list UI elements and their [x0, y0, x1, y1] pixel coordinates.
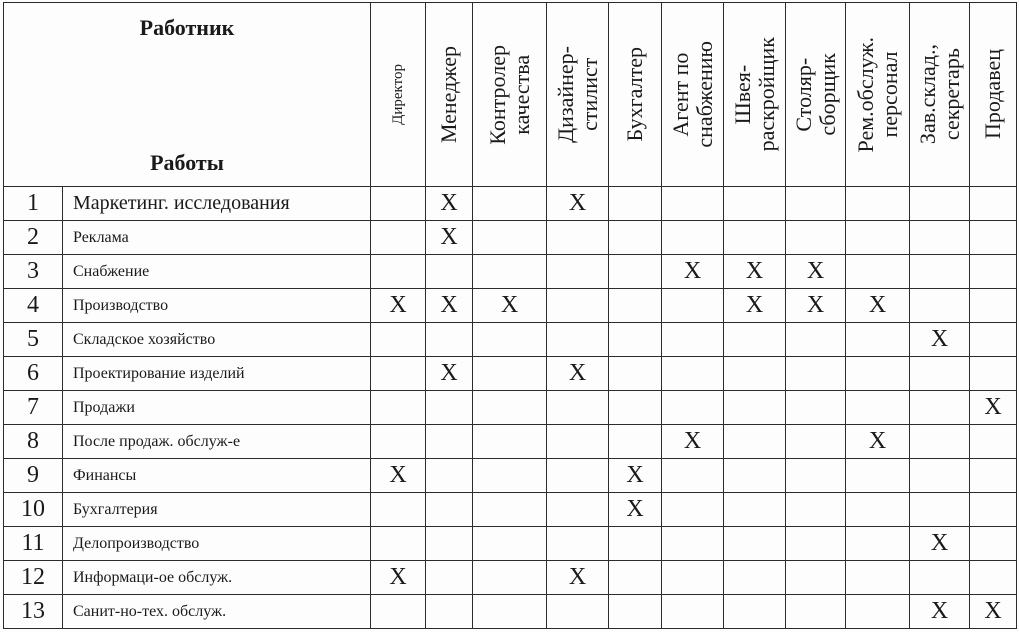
matrix-cell-warehouse: [910, 255, 970, 289]
row-number: 1: [4, 187, 63, 221]
column-header-director: [371, 3, 426, 187]
matrix-cell-qc: [473, 493, 547, 527]
matrix-cell-designer: [547, 357, 609, 391]
row-number: 9: [4, 459, 63, 493]
work-name: Продажи: [63, 391, 371, 425]
matrix-cell-designer: [547, 527, 609, 561]
matrix-cell-warehouse: [910, 221, 970, 255]
row-number: 12: [4, 561, 63, 595]
matrix-cell-warehouse: [910, 187, 970, 221]
column-header-label: Агент по: [667, 52, 693, 137]
work-name: Маркетинг. исследования: [63, 187, 371, 221]
matrix-cell-qc: [473, 391, 547, 425]
matrix-cell-carpenter: [786, 561, 846, 595]
row-number: 3: [4, 255, 63, 289]
assignment-mark: X: [389, 564, 407, 590]
matrix-cell-qc: [473, 255, 547, 289]
table-row: [4, 357, 1017, 391]
column-header-label: качества: [508, 54, 534, 135]
matrix-cell-qc: [473, 527, 547, 561]
matrix-cell-designer: [547, 221, 609, 255]
assignment-mark: X: [745, 292, 764, 318]
matrix-cell-director: [371, 187, 426, 221]
matrix-cell-accountant: [609, 459, 662, 493]
matrix-cell-manager: [426, 561, 473, 595]
table-row: [4, 527, 1017, 561]
matrix-cell-seamstress: [724, 221, 786, 255]
matrix-cell-repair: [846, 459, 910, 493]
row-number: 13: [4, 595, 63, 629]
assignment-mark: X: [389, 462, 407, 488]
table-row: [4, 493, 1017, 527]
matrix-cell-seller: [970, 255, 1017, 289]
matrix-cell-qc: [473, 459, 547, 493]
matrix-cell-carpenter: [786, 595, 846, 629]
matrix-cell-accountant: [609, 391, 662, 425]
header-corner-cell: [4, 3, 371, 187]
matrix-cell-supply-agent: [662, 323, 724, 357]
column-header-warehouse: [910, 3, 970, 187]
matrix-cell-designer: [547, 561, 609, 595]
row-number: 11: [4, 527, 63, 561]
matrix-cell-warehouse: [910, 493, 970, 527]
matrix-cell-repair: [846, 493, 910, 527]
matrix-cell-accountant: [609, 289, 662, 323]
work-name: Снабжение: [63, 255, 371, 289]
matrix-cell-seller: [970, 323, 1017, 357]
assignment-mark: X: [568, 360, 587, 386]
matrix-cell-manager: [426, 391, 473, 425]
column-header-label: Бухгалтер: [622, 47, 647, 142]
matrix-cell-repair: [846, 187, 910, 221]
matrix-cell-warehouse: [910, 357, 970, 391]
matrix-cell-carpenter: [786, 187, 846, 221]
matrix-cell-seamstress: [724, 187, 786, 221]
matrix-cell-warehouse: [910, 527, 970, 561]
row-number: 7: [4, 391, 63, 425]
assignment-mark: X: [868, 428, 887, 454]
assignment-mark: X: [683, 258, 702, 284]
matrix-cell-accountant: [609, 527, 662, 561]
matrix-cell-supply-agent: [662, 357, 724, 391]
assignment-mark: X: [568, 564, 587, 590]
column-header-label: Менеджер: [436, 45, 461, 144]
matrix-cell-seller: [970, 357, 1017, 391]
works-header: Работы: [150, 150, 224, 175]
work-name: Проектирование изделий: [63, 357, 371, 391]
row-number: 5: [4, 323, 63, 357]
column-header-label: Столяр-: [790, 57, 816, 132]
matrix-cell-carpenter: [786, 357, 846, 391]
matrix-cell-director: [371, 595, 426, 629]
matrix-cell-designer: [547, 289, 609, 323]
column-header-label: снабжению: [691, 41, 717, 148]
work-name: После продаж. обслуж-е: [63, 425, 371, 459]
responsibility-matrix-table: [3, 2, 1017, 629]
matrix-cell-repair: [846, 221, 910, 255]
column-header-label: Зав.склад.,: [914, 44, 940, 145]
matrix-cell-seamstress: [724, 425, 786, 459]
matrix-cell-supply-agent: [662, 221, 724, 255]
matrix-cell-qc: [473, 323, 547, 357]
table-row: [4, 187, 1017, 221]
matrix-cell-supply-agent: [662, 425, 724, 459]
column-header-label: Продавец: [980, 49, 1005, 140]
matrix-cell-warehouse: [910, 595, 970, 629]
matrix-cell-accountant: [609, 187, 662, 221]
matrix-cell-manager: [426, 595, 473, 629]
matrix-cell-carpenter: [786, 289, 846, 323]
matrix-cell-seller: [970, 561, 1017, 595]
work-name: Производство: [63, 289, 371, 323]
matrix-cell-manager: [426, 255, 473, 289]
work-name: Финансы: [63, 459, 371, 493]
matrix-cell-seller: [970, 221, 1017, 255]
matrix-cell-designer: [547, 255, 609, 289]
assignment-mark: X: [626, 496, 644, 522]
matrix-cell-manager: [426, 493, 473, 527]
column-header-label: Директор: [390, 64, 406, 125]
matrix-cell-warehouse: [910, 391, 970, 425]
matrix-cell-designer: [547, 595, 609, 629]
work-name: Делопроизводство: [63, 527, 371, 561]
table-row: [4, 255, 1017, 289]
work-name: Реклама: [63, 221, 371, 255]
table-row: [4, 221, 1017, 255]
assignment-mark: X: [745, 258, 764, 284]
column-header-label: раскройщик: [753, 37, 779, 152]
matrix-cell-seller: [970, 493, 1017, 527]
assignment-mark: X: [440, 360, 458, 386]
assignment-mark: X: [683, 428, 702, 454]
matrix-cell-accountant: [609, 561, 662, 595]
matrix-cell-accountant: [609, 493, 662, 527]
matrix-cell-qc: [473, 221, 547, 255]
assignment-mark: X: [626, 462, 644, 488]
matrix-cell-accountant: [609, 255, 662, 289]
matrix-cell-designer: [547, 425, 609, 459]
matrix-cell-warehouse: [910, 459, 970, 493]
matrix-cell-manager: [426, 187, 473, 221]
matrix-cell-supply-agent: [662, 391, 724, 425]
matrix-cell-director: [371, 255, 426, 289]
matrix-cell-repair: [846, 527, 910, 561]
matrix-cell-director: [371, 289, 426, 323]
matrix-cell-director: [371, 527, 426, 561]
matrix-cell-designer: [547, 323, 609, 357]
matrix-cell-repair: [846, 255, 910, 289]
matrix-cell-qc: [473, 187, 547, 221]
matrix-cell-supply-agent: [662, 493, 724, 527]
matrix-cell-accountant: [609, 323, 662, 357]
header-row: [4, 3, 1017, 187]
matrix-cell-repair: [846, 595, 910, 629]
matrix-cell-seller: [970, 391, 1017, 425]
matrix-cell-qc: [473, 357, 547, 391]
matrix-cell-designer: [547, 187, 609, 221]
matrix-cell-repair: [846, 357, 910, 391]
matrix-cell-manager: [426, 289, 473, 323]
table-row: [4, 561, 1017, 595]
column-header-carpenter: [786, 3, 846, 187]
matrix-cell-carpenter: [786, 255, 846, 289]
assignment-mark: X: [930, 326, 949, 352]
matrix-cell-supply-agent: [662, 527, 724, 561]
column-header-label: секретарь: [938, 48, 964, 141]
row-number: 2: [4, 221, 63, 255]
work-name: Бухгалтерия: [63, 493, 371, 527]
matrix-cell-supply-agent: [662, 187, 724, 221]
matrix-cell-director: [371, 391, 426, 425]
matrix-cell-repair: [846, 323, 910, 357]
column-header-label: Рем.обслуж.: [852, 36, 878, 153]
matrix-cell-warehouse: [910, 561, 970, 595]
table-row: [4, 459, 1017, 493]
assignment-mark: X: [500, 292, 519, 318]
column-header-seamstress: [724, 3, 786, 187]
matrix-cell-manager: [426, 357, 473, 391]
table-row: [4, 595, 1017, 629]
work-name: Складское хозяйство: [63, 323, 371, 357]
assignment-mark: X: [568, 190, 587, 216]
matrix-cell-qc: [473, 561, 547, 595]
column-header-label: Дизайнер-: [552, 46, 578, 143]
matrix-cell-seamstress: [724, 255, 786, 289]
column-header-supply-agent: [662, 3, 724, 187]
matrix-cell-warehouse: [910, 289, 970, 323]
assignment-mark: X: [440, 190, 458, 216]
column-header-designer: [547, 3, 609, 187]
matrix-cell-designer: [547, 391, 609, 425]
assignment-mark: X: [984, 394, 1002, 420]
matrix-cell-director: [371, 221, 426, 255]
work-name: Санит-но-тех. обслуж.: [63, 595, 371, 629]
matrix-cell-carpenter: [786, 459, 846, 493]
assignment-mark: X: [806, 258, 825, 284]
row-number: 8: [4, 425, 63, 459]
column-header-label: стилист: [576, 57, 602, 132]
assignment-mark: X: [930, 598, 949, 624]
matrix-cell-seamstress: [724, 289, 786, 323]
matrix-cell-accountant: [609, 221, 662, 255]
matrix-cell-seamstress: [724, 357, 786, 391]
matrix-cell-carpenter: [786, 221, 846, 255]
matrix-cell-supply-agent: [662, 255, 724, 289]
assignment-mark: X: [930, 530, 949, 556]
matrix-cell-warehouse: [910, 425, 970, 459]
row-number: 10: [4, 493, 63, 527]
matrix-cell-director: [371, 561, 426, 595]
matrix-cell-designer: [547, 459, 609, 493]
matrix-cell-manager: [426, 323, 473, 357]
matrix-cell-seamstress: [724, 527, 786, 561]
matrix-cell-manager: [426, 221, 473, 255]
column-header-label: сборщик: [814, 53, 840, 136]
matrix-cell-seller: [970, 289, 1017, 323]
matrix-cell-designer: [547, 493, 609, 527]
assignment-mark: X: [389, 292, 407, 318]
table-row: [4, 323, 1017, 357]
table-row: [4, 289, 1017, 323]
matrix-cell-seller: [970, 425, 1017, 459]
column-header-label: Контролер: [484, 44, 510, 145]
matrix-cell-qc: [473, 425, 547, 459]
row-number: 4: [4, 289, 63, 323]
assignment-mark: X: [440, 292, 458, 318]
column-header-repair: [846, 3, 910, 187]
matrix-cell-repair: [846, 561, 910, 595]
assignment-mark: X: [440, 224, 458, 250]
matrix-cell-qc: [473, 289, 547, 323]
assignment-mark: X: [868, 292, 887, 318]
matrix-cell-qc: [473, 595, 547, 629]
column-header-label: персонал: [876, 51, 902, 138]
matrix-cell-supply-agent: [662, 289, 724, 323]
assignment-mark: X: [984, 598, 1002, 624]
matrix-cell-seamstress: [724, 391, 786, 425]
matrix-cell-carpenter: [786, 391, 846, 425]
matrix-cell-director: [371, 357, 426, 391]
matrix-cell-seller: [970, 527, 1017, 561]
row-number: 6: [4, 357, 63, 391]
table-row: [4, 391, 1017, 425]
matrix-cell-manager: [426, 425, 473, 459]
matrix-cell-warehouse: [910, 323, 970, 357]
matrix-cell-director: [371, 493, 426, 527]
matrix-cell-carpenter: [786, 425, 846, 459]
column-header-label: Швея-: [729, 64, 755, 125]
matrix-cell-seller: [970, 187, 1017, 221]
matrix-cell-seamstress: [724, 493, 786, 527]
matrix-cell-seamstress: [724, 561, 786, 595]
employee-header: Работник: [139, 15, 235, 40]
matrix-cell-seamstress: [724, 459, 786, 493]
matrix-cell-director: [371, 459, 426, 493]
column-header-manager: [426, 3, 473, 187]
matrix-cell-repair: [846, 391, 910, 425]
matrix-cell-manager: [426, 459, 473, 493]
matrix-cell-repair: [846, 289, 910, 323]
matrix-cell-director: [371, 323, 426, 357]
matrix-cell-supply-agent: [662, 595, 724, 629]
matrix-cell-seamstress: [724, 323, 786, 357]
assignment-mark: X: [806, 292, 825, 318]
column-header-qc: [473, 3, 547, 187]
matrix-cell-carpenter: [786, 493, 846, 527]
matrix-cell-accountant: [609, 595, 662, 629]
work-name: Информаци-ое обслуж.: [63, 561, 371, 595]
matrix-cell-supply-agent: [662, 561, 724, 595]
matrix-cell-accountant: [609, 425, 662, 459]
matrix-cell-supply-agent: [662, 459, 724, 493]
matrix-cell-repair: [846, 425, 910, 459]
matrix-cell-seller: [970, 459, 1017, 493]
matrix-cell-carpenter: [786, 527, 846, 561]
matrix-cell-accountant: [609, 357, 662, 391]
table-row: [4, 425, 1017, 459]
matrix-cell-seller: [970, 595, 1017, 629]
column-header-seller: [970, 3, 1017, 187]
matrix-cell-seamstress: [724, 595, 786, 629]
column-header-accountant: [609, 3, 662, 187]
matrix-cell-manager: [426, 527, 473, 561]
matrix-cell-director: [371, 425, 426, 459]
matrix-cell-carpenter: [786, 323, 846, 357]
